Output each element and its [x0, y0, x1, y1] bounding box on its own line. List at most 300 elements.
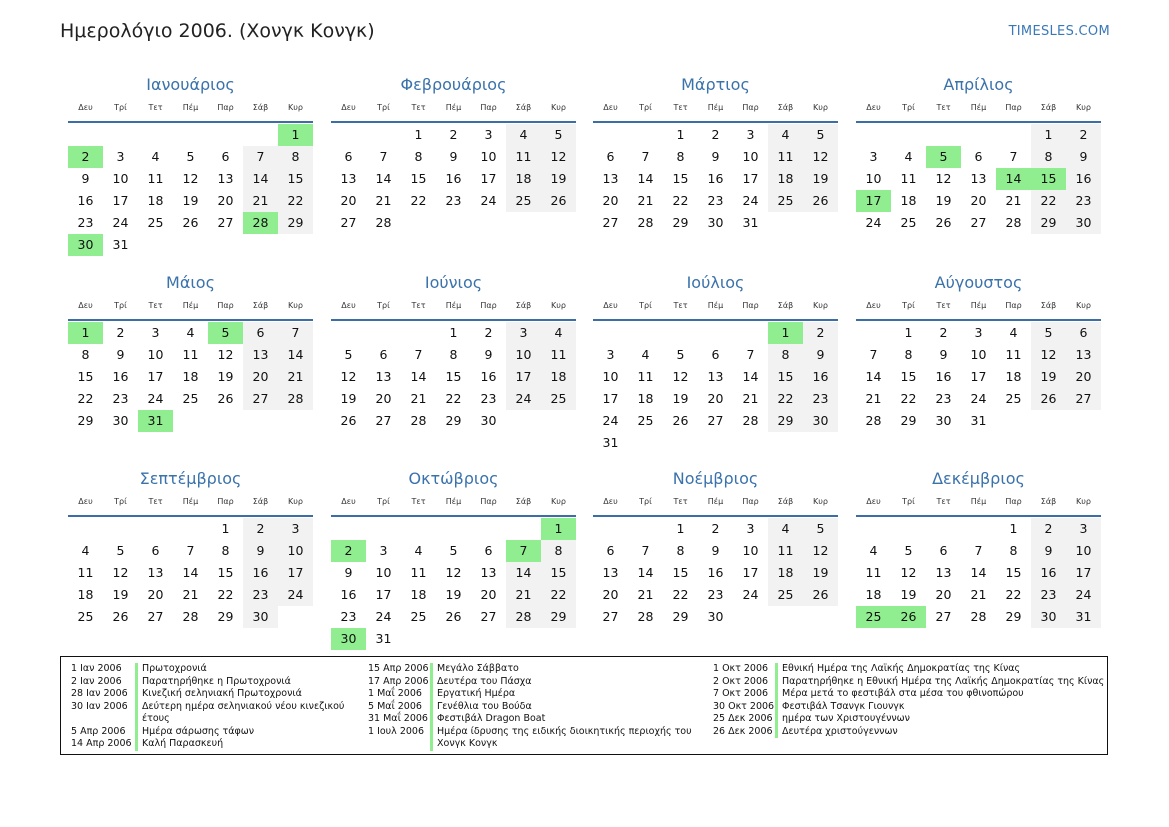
day-cell: 1 — [904, 325, 913, 340]
day-cell: 15 — [768, 366, 803, 388]
day-cell: 8 — [904, 347, 913, 362]
day-cell: 4 — [904, 149, 913, 164]
month-calendar — [856, 468, 1101, 628]
day-cell: 11 — [637, 369, 654, 384]
day-cell: 26 — [182, 215, 199, 230]
weekday-label: Τετ — [936, 103, 951, 112]
day-cell: 1 — [221, 521, 230, 536]
day-cell: 18 — [768, 562, 803, 584]
empty-cell — [698, 322, 733, 344]
legend-row — [713, 726, 1105, 739]
day-cell: 23 — [1031, 584, 1066, 606]
day-cell: 25 — [768, 190, 803, 212]
day-cell: 28 — [637, 215, 654, 230]
day-cell: 20 — [243, 366, 278, 388]
weekday-label: Τετ — [148, 301, 163, 310]
weekday-label: Κυρ — [813, 497, 828, 506]
day-cell: 19 — [935, 193, 952, 208]
holiday-name: Δεύτερη ημέρα σεληνιακού νέου κινεζικού έτους — [135, 701, 371, 726]
holiday-date: 26 Δεκ 2006 — [713, 725, 773, 737]
empty-cell — [628, 518, 663, 540]
day-cell: 28 — [506, 606, 541, 628]
day-cell: 20 — [480, 587, 497, 602]
weekday-label: Τρί — [377, 301, 390, 310]
day-cell: 10 — [375, 565, 392, 580]
day-cell: 19 — [340, 391, 357, 406]
day-cell: 8 — [278, 146, 313, 168]
day-cell: 8 — [414, 149, 423, 164]
day-cell: 16 — [803, 366, 838, 388]
weekday-label: Τρί — [377, 103, 390, 112]
day-cell: 9 — [449, 149, 458, 164]
day-cell: 5 — [803, 124, 838, 146]
day-cell: 3 — [974, 325, 983, 340]
day-cell: 28 — [742, 413, 759, 428]
day-cell: 20 — [970, 193, 987, 208]
empty-cell — [331, 322, 366, 344]
day-cell: 18 — [541, 366, 576, 388]
day-cell: 4 — [414, 543, 423, 558]
day-cell: 24 — [480, 193, 497, 208]
weekday-label: Τρί — [377, 497, 390, 506]
empty-cell — [663, 322, 698, 344]
day-cell: 22 — [1031, 190, 1066, 212]
weekday-label: Σάβ — [777, 497, 794, 506]
day-cell: 8 — [1009, 543, 1018, 558]
day-cell: 23 — [1066, 190, 1101, 212]
weekday-label: Κυρ — [551, 497, 566, 506]
day-cell: 25 — [900, 215, 917, 230]
empty-cell — [628, 322, 663, 344]
day-cell: 7 — [641, 543, 650, 558]
day-cell: 21 — [410, 391, 427, 406]
day-cell: 26 — [1031, 388, 1066, 410]
day-cell: 25 — [147, 215, 164, 230]
weekday-header — [331, 101, 576, 123]
holiday-name: Φεστιβάλ Dragon Boat — [430, 713, 545, 726]
day-cell: 20 — [602, 587, 619, 602]
holiday-date: 1 Ιουλ 2006 — [368, 725, 424, 737]
day-cell: 15 — [278, 168, 313, 190]
empty-cell — [331, 518, 366, 540]
weekday-header — [856, 101, 1101, 123]
holiday-date: 31 Μαΐ 2006 — [368, 713, 428, 724]
holiday-legend — [60, 656, 1108, 755]
day-cell: 26 — [217, 391, 234, 406]
day-cell: 12 — [445, 565, 462, 580]
empty-cell — [331, 124, 366, 146]
weekday-label: Σάβ — [252, 497, 269, 506]
day-cell: 9 — [939, 347, 948, 362]
day-grid — [593, 124, 838, 234]
month-name: Ιανουάριος — [146, 75, 235, 94]
day-cell: 17 — [375, 587, 392, 602]
legend-row — [71, 663, 371, 676]
day-cell: 26 — [935, 215, 952, 230]
day-cell: 8 — [1031, 146, 1066, 168]
weekday-label: Παρ — [1005, 103, 1022, 112]
legend-row — [368, 663, 703, 676]
day-cell: 29 — [1031, 212, 1066, 234]
weekday-label: Τετ — [411, 103, 426, 112]
day-cell: 2 — [939, 325, 948, 340]
weekday-header — [856, 495, 1101, 517]
weekday-label: Δευ — [341, 301, 356, 310]
empty-cell — [506, 518, 541, 540]
day-cell: 20 — [707, 391, 724, 406]
day-cell: 21 — [742, 391, 759, 406]
day-cell: 12 — [112, 565, 129, 580]
weekday-label: Τρί — [639, 497, 652, 506]
day-cell: 4 — [186, 325, 195, 340]
day-cell: 5 — [344, 347, 353, 362]
day-grid — [331, 322, 576, 432]
month-calendar — [856, 272, 1101, 432]
empty-cell — [593, 124, 628, 146]
empty-cell — [173, 518, 208, 540]
weekday-label: Πέμ — [445, 103, 462, 112]
day-cell: 15 — [1005, 565, 1022, 580]
day-cell: 25 — [768, 584, 803, 606]
weekday-label: Παρ — [742, 497, 759, 506]
weekday-label: Κυρ — [1076, 301, 1091, 310]
day-cell: 27 — [970, 215, 987, 230]
day-cell: 21 — [182, 587, 199, 602]
weekday-label: Τετ — [673, 103, 688, 112]
day-cell: 30 — [1031, 606, 1066, 628]
day-cell: 23 — [707, 587, 724, 602]
day-cell: 7 — [278, 322, 313, 344]
weekday-label: Πέμ — [707, 301, 724, 310]
day-cell: 3 — [151, 325, 160, 340]
day-cell: 4 — [151, 149, 160, 164]
weekday-label: Πέμ — [970, 301, 987, 310]
weekday-label: Κυρ — [551, 301, 566, 310]
month-calendar — [68, 272, 313, 432]
day-cell: 23 — [77, 215, 94, 230]
day-cell: 15 — [672, 171, 689, 186]
day-cell: 23 — [445, 193, 462, 208]
day-cell: 18 — [865, 587, 882, 602]
day-cell: 6 — [344, 149, 353, 164]
day-cell: 28 — [865, 413, 882, 428]
day-cell: 2 — [449, 127, 458, 142]
day-cell: 30 — [935, 413, 952, 428]
day-cell: 10 — [1066, 540, 1101, 562]
day-cell: 13 — [480, 565, 497, 580]
legend-row — [71, 688, 371, 701]
holiday-date: 28 Ιαν 2006 — [71, 688, 128, 699]
day-cell: 3 — [606, 347, 615, 362]
holiday-date: 2 Ιαν 2006 — [71, 675, 122, 687]
day-cell: 31 — [112, 237, 129, 252]
day-cell: 28 — [182, 609, 199, 624]
holiday-name: Εργατική Ημέρα — [430, 688, 515, 701]
day-cell: 11 — [768, 146, 803, 168]
day-cell: 3 — [278, 518, 313, 540]
day-grid — [856, 124, 1101, 234]
day-cell: 18 — [182, 369, 199, 384]
day-cell: 18 — [77, 587, 94, 602]
day-cell: 28 — [410, 413, 427, 428]
day-cell: 2 — [711, 127, 720, 142]
day-cell: 4 — [768, 518, 803, 540]
weekday-label: Κυρ — [288, 103, 303, 112]
day-cell: 30 — [1066, 212, 1101, 234]
day-cell: 3 — [1066, 518, 1101, 540]
day-grid — [856, 518, 1101, 628]
day-cell: 13 — [602, 565, 619, 580]
day-cell: 14 — [637, 565, 654, 580]
weekday-label: Πέμ — [707, 497, 724, 506]
holiday-day-cell: 2 — [331, 540, 366, 562]
empty-cell — [366, 124, 401, 146]
day-cell: 19 — [217, 369, 234, 384]
weekday-label: Τρί — [114, 301, 127, 310]
day-cell: 12 — [340, 369, 357, 384]
weekday-label: Δευ — [78, 103, 93, 112]
day-cell: 24 — [147, 391, 164, 406]
day-cell: 22 — [541, 584, 576, 606]
day-cell: 6 — [974, 149, 983, 164]
empty-cell — [961, 124, 996, 146]
weekday-label: Τετ — [936, 301, 951, 310]
day-cell: 27 — [1066, 388, 1101, 410]
day-cell: 7 — [1009, 149, 1018, 164]
day-cell: 31 — [602, 435, 619, 450]
day-cell: 18 — [637, 391, 654, 406]
day-cell: 9 — [803, 344, 838, 366]
day-cell: 27 — [480, 609, 497, 624]
weekday-label: Κυρ — [551, 103, 566, 112]
day-cell: 4 — [506, 124, 541, 146]
day-cell: 28 — [970, 609, 987, 624]
legend-row — [368, 726, 703, 751]
day-cell: 24 — [1066, 584, 1101, 606]
day-cell: 2 — [803, 322, 838, 344]
day-cell: 27 — [340, 215, 357, 230]
month-calendar — [593, 74, 838, 234]
holiday-day-cell: 15 — [1031, 168, 1066, 190]
weekday-label: Πέμ — [970, 497, 987, 506]
day-cell: 30 — [243, 606, 278, 628]
day-cell: 14 — [742, 369, 759, 384]
day-cell: 17 — [742, 171, 759, 186]
day-cell: 10 — [970, 347, 987, 362]
empty-cell — [733, 322, 768, 344]
day-cell: 20 — [340, 193, 357, 208]
day-cell: 13 — [707, 369, 724, 384]
empty-cell — [996, 124, 1031, 146]
day-cell: 12 — [541, 146, 576, 168]
day-cell: 6 — [221, 149, 230, 164]
day-cell: 5 — [449, 543, 458, 558]
day-cell: 6 — [379, 347, 388, 362]
day-cell: 14 — [243, 168, 278, 190]
holiday-name: ημέρα των Χριστουγέννων — [775, 713, 910, 726]
holiday-day-cell: 7 — [506, 540, 541, 562]
month-calendar — [331, 468, 576, 650]
day-cell: 25 — [77, 609, 94, 624]
empty-cell — [436, 518, 471, 540]
weekday-label: Παρ — [217, 301, 234, 310]
day-cell: 3 — [379, 543, 388, 558]
day-cell: 17 — [742, 565, 759, 580]
day-cell: 22 — [672, 587, 689, 602]
weekday-label: Παρ — [480, 301, 497, 310]
day-cell: 10 — [506, 344, 541, 366]
day-cell: 17 — [480, 171, 497, 186]
day-grid — [68, 322, 313, 432]
legend-column — [713, 663, 1105, 738]
holiday-date: 7 Οκτ 2006 — [713, 688, 769, 699]
day-cell: 29 — [672, 215, 689, 230]
day-cell: 9 — [344, 565, 353, 580]
weekday-label: Δευ — [866, 301, 881, 310]
day-cell: 9 — [81, 171, 90, 186]
day-cell: 10 — [112, 171, 129, 186]
weekday-label: Πέμ — [445, 301, 462, 310]
day-cell: 7 — [186, 543, 195, 558]
weekday-label: Κυρ — [288, 497, 303, 506]
day-cell: 12 — [803, 540, 838, 562]
day-cell: 15 — [541, 562, 576, 584]
holiday-day-cell: 30 — [331, 628, 366, 650]
day-cell: 7 — [641, 149, 650, 164]
brand-link[interactable]: TIMESLES.COM — [1008, 24, 1110, 39]
day-cell: 26 — [112, 609, 129, 624]
day-cell: 16 — [707, 171, 724, 186]
day-cell: 29 — [672, 609, 689, 624]
day-cell: 29 — [445, 413, 462, 428]
day-cell: 16 — [112, 369, 129, 384]
day-cell: 13 — [1066, 344, 1101, 366]
day-cell: 27 — [243, 388, 278, 410]
weekday-label: Κυρ — [1076, 497, 1091, 506]
day-cell: 27 — [375, 413, 392, 428]
month-name: Οκτώβριος — [408, 469, 499, 488]
day-cell: 24 — [970, 391, 987, 406]
day-cell: 11 — [506, 146, 541, 168]
weekday-header — [593, 101, 838, 123]
weekday-label: Τρί — [902, 103, 915, 112]
empty-cell — [103, 124, 138, 146]
day-cell: 26 — [803, 584, 838, 606]
day-cell: 28 — [1005, 215, 1022, 230]
day-cell: 19 — [112, 587, 129, 602]
day-cell: 24 — [865, 215, 882, 230]
empty-cell — [401, 322, 436, 344]
day-cell: 20 — [147, 587, 164, 602]
day-cell: 11 — [865, 565, 882, 580]
holiday-date: 30 Ιαν 2006 — [71, 700, 128, 712]
weekday-label: Δευ — [866, 103, 881, 112]
holiday-name: Φεστιβάλ Τσανγκ Γιουνγκ — [775, 701, 905, 714]
day-cell: 1 — [449, 325, 458, 340]
day-cell: 16 — [935, 369, 952, 384]
day-cell: 23 — [112, 391, 129, 406]
day-cell: 4 — [81, 543, 90, 558]
month-calendar — [593, 468, 838, 628]
day-cell: 26 — [803, 190, 838, 212]
legend-row — [71, 726, 371, 739]
weekday-label: Τρί — [639, 103, 652, 112]
weekday-label: Παρ — [480, 103, 497, 112]
weekday-label: Τρί — [639, 301, 652, 310]
holiday-name: Γενέθλια του Βούδα — [430, 701, 532, 714]
weekday-label: Σάβ — [515, 497, 532, 506]
day-cell: 5 — [676, 347, 685, 362]
weekday-label: Σάβ — [777, 103, 794, 112]
day-cell: 11 — [410, 565, 427, 580]
holiday-name: Δευτέρα του Πάσχα — [430, 676, 532, 689]
month-calendar — [331, 272, 576, 432]
weekday-label: Παρ — [742, 301, 759, 310]
weekday-label: Δευ — [603, 497, 618, 506]
legend-row — [713, 701, 1105, 714]
day-cell: 17 — [112, 193, 129, 208]
empty-cell — [856, 124, 891, 146]
holiday-name: Παρατηρήθηκε η Πρωτοχρονιά — [135, 676, 291, 689]
day-cell: 10 — [742, 149, 759, 164]
empty-cell — [401, 518, 436, 540]
weekday-label: Σάβ — [252, 301, 269, 310]
day-cell: 15 — [410, 171, 427, 186]
day-cell: 12 — [182, 171, 199, 186]
day-cell: 10 — [602, 369, 619, 384]
day-cell: 2 — [1031, 518, 1066, 540]
weekday-label: Σάβ — [1040, 301, 1057, 310]
month-calendar — [68, 468, 313, 628]
day-cell: 22 — [217, 587, 234, 602]
holiday-day-cell: 1 — [68, 322, 103, 344]
weekday-label: Παρ — [1005, 301, 1022, 310]
day-cell: 19 — [182, 193, 199, 208]
day-cell: 13 — [340, 171, 357, 186]
weekday-header — [331, 299, 576, 321]
weekday-label: Σάβ — [1040, 103, 1057, 112]
holiday-day-cell: 30 — [68, 234, 103, 256]
legend-row — [71, 701, 371, 726]
day-cell: 22 — [672, 193, 689, 208]
weekday-header — [856, 299, 1101, 321]
day-cell: 27 — [217, 215, 234, 230]
holiday-day-cell: 17 — [856, 190, 891, 212]
day-cell: 28 — [375, 215, 392, 230]
weekday-header — [68, 299, 313, 321]
day-cell: 16 — [243, 562, 278, 584]
holiday-date: 5 Απρ 2006 — [71, 725, 126, 737]
day-cell: 14 — [410, 369, 427, 384]
holiday-date: 30 Οκτ 2006 — [713, 700, 775, 712]
day-cell: 12 — [1031, 344, 1066, 366]
day-cell: 11 — [768, 540, 803, 562]
day-cell: 23 — [340, 609, 357, 624]
weekday-label: Πέμ — [182, 103, 199, 112]
empty-cell — [138, 518, 173, 540]
weekday-label: Δευ — [341, 103, 356, 112]
day-grid — [68, 124, 313, 256]
day-cell: 9 — [1031, 540, 1066, 562]
day-cell: 20 — [935, 587, 952, 602]
day-cell: 14 — [970, 565, 987, 580]
day-cell: 4 — [541, 322, 576, 344]
day-cell: 21 — [970, 587, 987, 602]
weekday-label: Πέμ — [707, 103, 724, 112]
month-calendar — [331, 74, 576, 234]
day-cell: 31 — [742, 215, 759, 230]
day-cell: 18 — [900, 193, 917, 208]
